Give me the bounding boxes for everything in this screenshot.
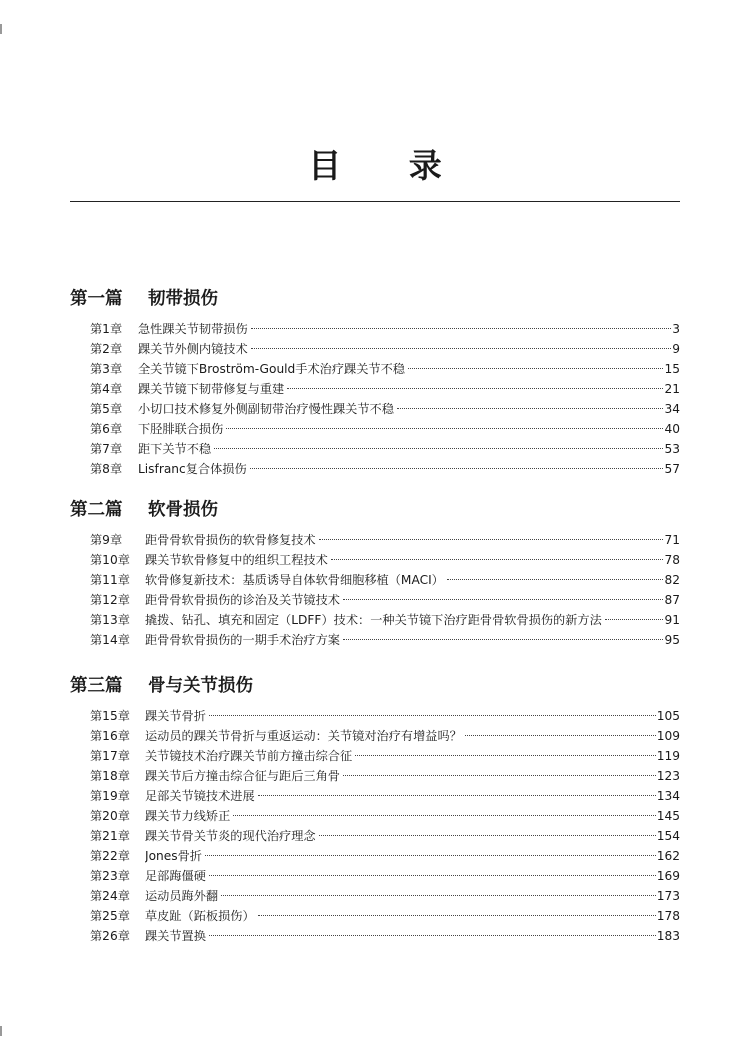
part-name: 软骨损伤 <box>148 500 218 520</box>
part-section <box>70 674 680 946</box>
toc-entry <box>90 926 680 946</box>
toc-entry <box>90 786 680 806</box>
dot-leader <box>258 795 656 796</box>
page-number: 21 <box>664 382 680 396</box>
chapter-number: 第8章 <box>90 462 123 476</box>
chapter-number: 第22章 <box>90 849 130 863</box>
page-number: 173 <box>656 889 680 903</box>
chapter-title: 足部踇僵硬 <box>145 869 206 883</box>
chapter-title: 下胫腓联合损伤 <box>138 422 224 436</box>
chapter-title: 草皮趾（跖板损伤） <box>145 909 255 923</box>
chapter-number: 第5章 <box>90 402 123 416</box>
chapter-title: Lisfranc复合体损伤 <box>138 462 247 476</box>
part-section <box>70 287 680 479</box>
chapter-number: 第4章 <box>90 382 123 396</box>
toc-entry <box>90 570 680 590</box>
page-number: 169 <box>656 869 680 883</box>
chapter-title: 踝关节置换 <box>145 929 206 943</box>
chapter-title: 足部关节镜技术进展 <box>145 789 255 803</box>
chapter-number: 第21章 <box>90 829 130 843</box>
chapter-number: 第3章 <box>90 362 123 376</box>
toc-entry <box>90 610 680 630</box>
dot-leader <box>605 619 664 620</box>
chapter-list <box>70 319 680 479</box>
chapter-title: 踝关节后方撞击综合征与距后三角骨 <box>145 769 340 783</box>
page-number: 87 <box>664 593 680 607</box>
dot-leader <box>205 855 656 856</box>
page-number: 178 <box>656 909 680 923</box>
title-rule <box>70 201 680 202</box>
page-number: 9 <box>672 342 680 356</box>
toc-entry <box>90 630 680 650</box>
chapter-title: 距下关节不稳 <box>138 442 212 456</box>
chapter-title: 小切口技术修复外侧副韧带治疗慢性踝关节不稳 <box>138 402 394 416</box>
part-heading <box>70 498 680 522</box>
toc-entry <box>90 886 680 906</box>
toc-entry <box>90 399 680 419</box>
toc-entry <box>90 459 680 479</box>
toc-entry <box>90 530 680 550</box>
dot-leader <box>287 388 663 389</box>
chapter-title: 踝关节力线矫正 <box>145 809 231 823</box>
dot-leader <box>331 559 664 560</box>
page-number: 162 <box>656 849 680 863</box>
toc-entry <box>90 419 680 439</box>
dot-leader <box>209 935 656 936</box>
chapter-title: 踝关节骨关节炎的现代治疗理念 <box>145 829 316 843</box>
page-number: 123 <box>656 769 680 783</box>
dot-leader <box>221 895 656 896</box>
page-title: 目 录 <box>308 146 470 185</box>
page-number: 145 <box>656 809 680 823</box>
margin-mark-bottom <box>0 1026 2 1036</box>
chapter-title: 运动员踇外翻 <box>145 889 219 903</box>
page-number: 134 <box>656 789 680 803</box>
page-number: 105 <box>656 709 680 723</box>
dot-leader <box>226 428 663 429</box>
chapter-title: 关节镜技术治疗踝关节前方撞击综合征 <box>145 749 353 763</box>
chapter-title: 软骨修复新技术：基质诱导自体软骨细胞移植（MACI） <box>145 573 444 587</box>
chapter-number: 第19章 <box>90 789 130 803</box>
toc-entry <box>90 319 680 339</box>
chapter-number: 第10章 <box>90 553 130 567</box>
dot-leader <box>319 835 656 836</box>
part-name: 骨与关节损伤 <box>148 676 253 696</box>
page-number: 57 <box>664 462 680 476</box>
chapter-number: 第15章 <box>90 709 130 723</box>
chapter-number: 第14章 <box>90 633 130 647</box>
chapter-number: 第17章 <box>90 749 130 763</box>
toc-entry <box>90 590 680 610</box>
chapter-number: 第9章 <box>90 533 123 547</box>
toc-entry <box>90 746 680 766</box>
chapter-number: 第20章 <box>90 809 130 823</box>
chapter-title: 距骨骨软骨损伤的一期手术治疗方案 <box>145 633 340 647</box>
chapter-title: Jones骨折 <box>145 849 202 863</box>
toc-entry <box>90 726 680 746</box>
chapter-number: 第13章 <box>90 613 130 627</box>
chapter-number: 第7章 <box>90 442 123 456</box>
page-number: 34 <box>664 402 680 416</box>
toc-entry <box>90 550 680 570</box>
page-number: 53 <box>664 442 680 456</box>
chapter-title: 急性踝关节韧带损伤 <box>138 322 248 336</box>
chapter-list <box>70 530 680 650</box>
chapter-title: 运动员的踝关节骨折与重返运动：关节镜对治疗有增益吗？ <box>145 729 462 743</box>
part-number: 第三篇 <box>70 676 123 696</box>
chapter-number: 第23章 <box>90 869 130 883</box>
page-number: 3 <box>672 322 680 336</box>
part-number: 第一篇 <box>70 289 123 309</box>
page-number: 119 <box>656 749 680 763</box>
chapter-number: 第26章 <box>90 929 130 943</box>
chapter-number: 第24章 <box>90 889 130 903</box>
chapter-title: 踝关节镜下韧带修复与重建 <box>138 382 285 396</box>
toc-entry <box>90 706 680 726</box>
page-number: 15 <box>664 362 680 376</box>
toc-entry <box>90 359 680 379</box>
chapter-title: 踝关节软骨修复中的组织工程技术 <box>145 553 328 567</box>
toc-entry <box>90 379 680 399</box>
toc-entry <box>90 826 680 846</box>
toc-entry <box>90 806 680 826</box>
toc-entry <box>90 846 680 866</box>
part-section <box>70 498 680 650</box>
chapter-number: 第6章 <box>90 422 123 436</box>
dot-leader <box>258 915 656 916</box>
dot-leader <box>233 815 655 816</box>
page-number: 82 <box>664 573 680 587</box>
dot-leader <box>214 448 663 449</box>
toc-entry <box>90 906 680 926</box>
margin-mark-top <box>0 24 2 34</box>
page-number: 154 <box>656 829 680 843</box>
dot-leader <box>465 735 656 736</box>
dot-leader <box>343 599 663 600</box>
toc-entry <box>90 439 680 459</box>
chapter-number: 第2章 <box>90 342 123 356</box>
part-heading <box>70 287 680 311</box>
dot-leader <box>251 348 672 349</box>
page-number: 183 <box>656 929 680 943</box>
dot-leader <box>343 775 656 776</box>
toc-entry <box>90 339 680 359</box>
toc-entry <box>90 866 680 886</box>
chapter-number: 第11章 <box>90 573 130 587</box>
dot-leader <box>355 755 656 756</box>
dot-leader <box>251 328 672 329</box>
page-number: 78 <box>664 553 680 567</box>
dot-leader <box>343 639 663 640</box>
dot-leader <box>209 875 656 876</box>
chapter-number: 第1章 <box>90 322 123 336</box>
dot-leader <box>408 368 664 369</box>
chapter-title: 全关节镜下Broström-Gould手术治疗踝关节不稳 <box>138 362 405 376</box>
chapter-title: 距骨骨软骨损伤的诊治及关节镜技术 <box>145 593 340 607</box>
chapter-list <box>70 706 680 946</box>
dot-leader <box>209 715 656 716</box>
chapter-title: 踝关节外侧内镜技术 <box>138 342 248 356</box>
chapter-title: 撬拨、钻孔、填充和固定（LDFF）技术：一种关节镜下治疗距骨骨软骨损伤的新方法 <box>145 613 602 627</box>
page-number: 91 <box>664 613 680 627</box>
dot-leader <box>397 408 664 409</box>
dot-leader <box>447 579 664 580</box>
page-number: 109 <box>656 729 680 743</box>
part-name: 韧带损伤 <box>148 289 218 309</box>
page-number: 95 <box>664 633 680 647</box>
page-number: 40 <box>664 422 680 436</box>
part-heading <box>70 674 680 698</box>
chapter-number: 第25章 <box>90 909 130 923</box>
chapter-number: 第18章 <box>90 769 130 783</box>
chapter-number: 第12章 <box>90 593 130 607</box>
chapter-title: 踝关节骨折 <box>145 709 206 723</box>
dot-leader <box>319 539 664 540</box>
dot-leader <box>250 468 664 469</box>
toc-entry <box>90 766 680 786</box>
chapter-title: 距骨骨软骨损伤的软骨修复技术 <box>145 533 316 547</box>
part-number: 第二篇 <box>70 500 123 520</box>
page-number: 71 <box>664 533 680 547</box>
chapter-number: 第16章 <box>90 729 130 743</box>
